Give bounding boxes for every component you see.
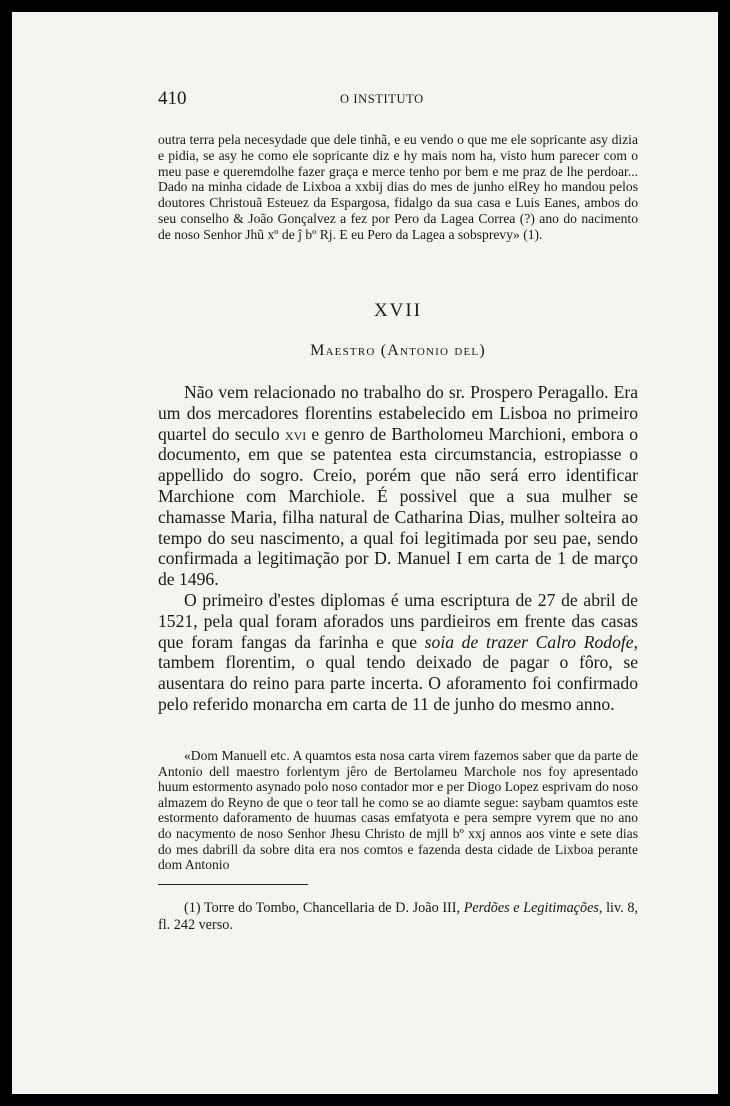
section-numeral: XVII (373, 300, 423, 321)
document-excerpt (158, 132, 638, 243)
running-header (158, 84, 638, 112)
footnote-text: (1) Torre do Tombo, Chancellaria de D. João III, Perdões e Legitimações, liv. 8, fl. 242 verso. (158, 900, 638, 933)
footnote (158, 900, 638, 934)
quoted-document (158, 748, 638, 873)
quote-text: «Dom Manuell etc. A quamtos esta nosa carta virem fazemos saber que da parte de Antonio dell maestro forlentym jêro de Bertolameu Marchole nos foy apresentado huum estormento asynado polo noso contador mor e per Diogo Lopez esprivam do noso almazem do Reyno de que o teor tall he como se ao diamte segue: saybam quamtos este estormento daforamento de huumas casas emfatyota e pera sempre vyrem que no ano do nacymento de noso Senhor Jhesu Christo de mjll bº xxj annos aos vinte e sete dias do mes dabrill da sobre dita era nos comtos e fazenda desta cidade de Lixboa perante dom Antonio (158, 748, 638, 873)
excerpt-text: outra terra pela necesydade que dele tinhã, e eu vendo o que me ele sopricante asy dizia e pidia, se asy he como ele sopricante diz e hy mais nom ha, visto hum parecer com o meu pase e queremdolhe fazer graça e merce tenho por bem e me praz de lhe perdoar... Dado na minha cidade de Lixboa a xxbij dias do mes de junho elRey ho mandou pelos doutores Christouã Esteuez da Espargosa, fidalgo da sua casa e Luis Eanes, ambos do seu conselho & João Gonçalvez a fez por Pero da Lagea Correa (?) ano do nacimento de noso Senhor Jhũ xº de ĵ bº Rj. E eu Pero da Lagea a sobsprevy» (1). (158, 132, 638, 242)
page (12, 12, 718, 1094)
footnote-rule (158, 884, 308, 885)
entry-name: Maestro (Antonio del) (310, 342, 486, 359)
paragraph-1: Não vem relacionado no trabalho do sr. Prospero Peragallo. Era um dos mercadores florentins estabelecido em Lisboa no primeiro quartel do seculo xvi e genro de Bartholomeu Marchioni, embora o documento, em que se patentea esta circumstancia, estropiasse o appellido do sogro. Creio, porém que não será erro identificar Marchione com Marchiole. É possivel que a sua mulher se chamasse Maria, filha natural de Catharina Dias, mulher solteira ao tempo do seu nascimento, a qual foi legitimada por seu pae, sendo confirmada a legitimação por D. Manuel I em carta de 1 de março de 1496. (158, 382, 638, 590)
running-title: O INSTITUTO (340, 92, 424, 106)
page-number: 410 (158, 88, 187, 109)
body-text (158, 382, 638, 715)
paragraph-2: O primeiro d'estes diplomas é uma escriptura de 27 de abril de 1521, pela qual foram aforados uns pardieiros em frente das casas que foram fangas da farinha e que soia de trazer Calro Rodofe, tambem florentim, o qual tendo deixado de pagar o fôro, se ausentara do reino para parte incerta. O aforamento foi confirmado pelo referido monarcha em carta de 11 de junho do mesmo anno. (158, 589, 638, 714)
